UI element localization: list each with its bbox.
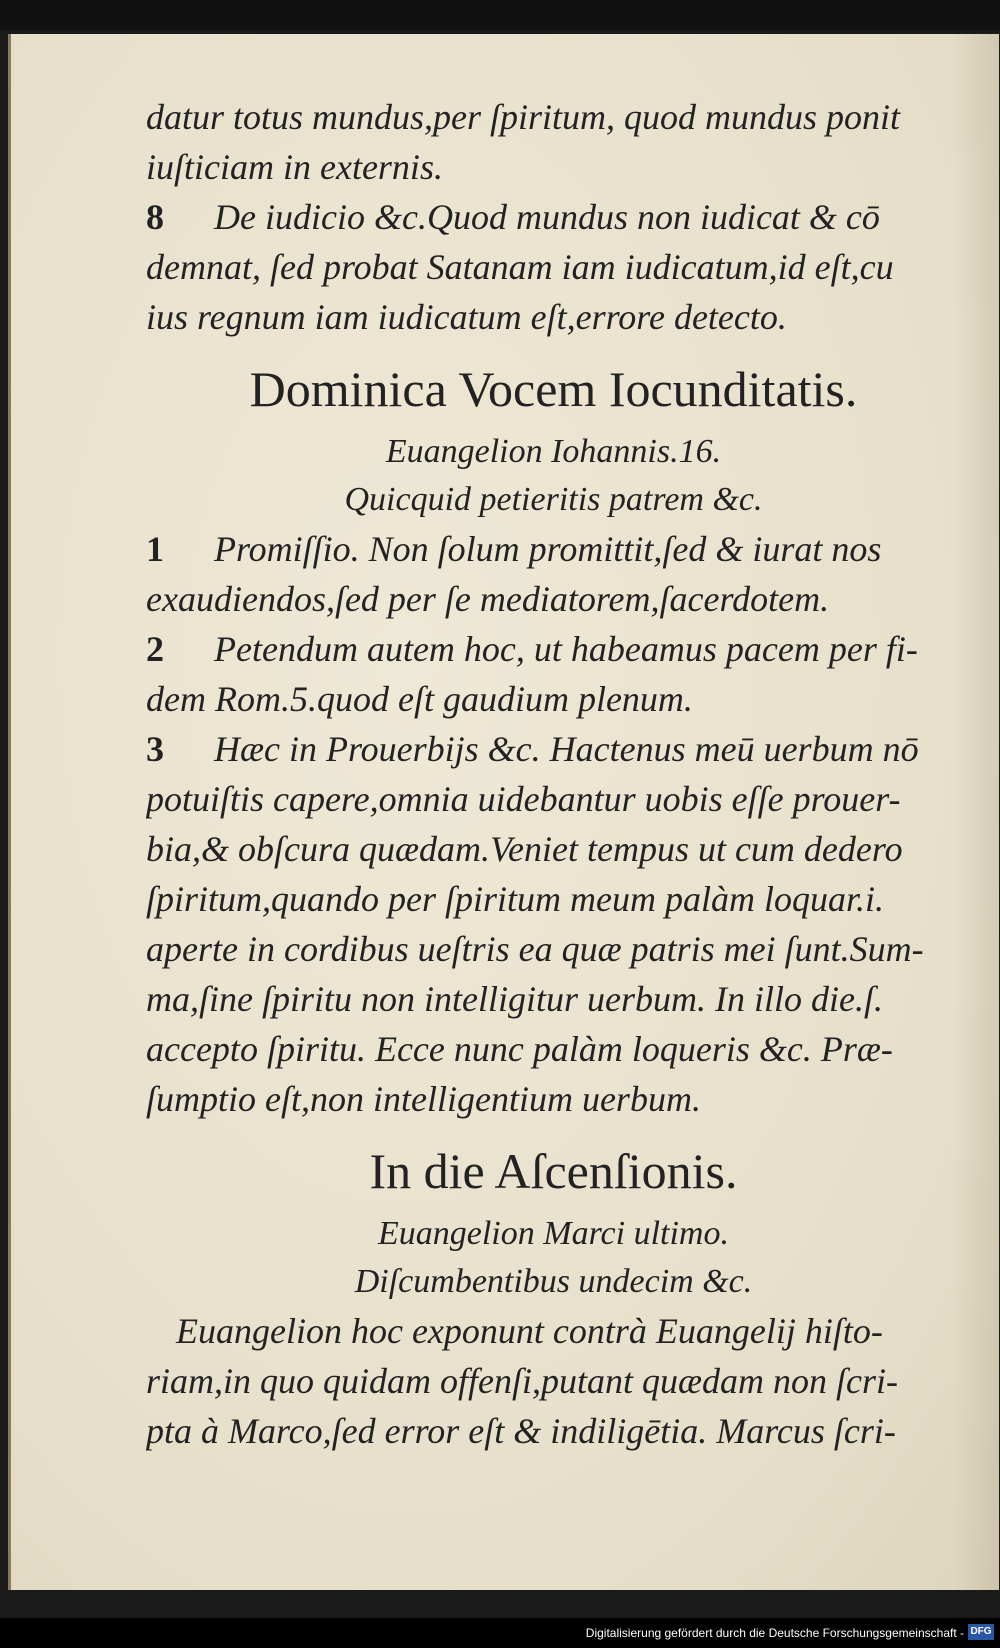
text-line: ius regnum iam iudicatum eſt,errore detecto. (146, 297, 787, 337)
text-line: ſpiritum,quando per ſpiritum meum palàm loquar.i. (146, 879, 885, 919)
text-line: Euangelion hoc exponunt contrà Euangelij hiſto- (176, 1311, 883, 1351)
paragraph-1-first-line (146, 524, 961, 574)
text-line: ſumptio eſt,non intelligentium uerbum. (146, 1079, 701, 1119)
text-line: ma,ſine ſpiritu non intelligitur uerbum. In illo die.ſ. (146, 979, 883, 1019)
gospel-reference: Euangelion Iohannis.16. (385, 433, 722, 470)
text-line: Petendum autem hoc, ut habeamus pacem per fi- (214, 629, 918, 669)
digitization-footer (0, 1618, 1000, 1648)
paragraph-3-first-line (146, 724, 961, 774)
section-heading: Dominica Vocem Iocunditatis. (249, 361, 858, 417)
gospel-reference: Euangelion Marci ultimo. (378, 1215, 729, 1252)
funding-notice: Digitalisierung gefördert durch die Deutsche Forschungsgemeinschaft - (585, 1626, 964, 1640)
scanner-top-border (0, 0, 1000, 30)
text-line: De iudicio &c.Quod mundus non iudicat & cō (214, 197, 880, 237)
text-line: aperte in cordibus ueſtris ea quæ patris mei ſunt.Sum- (146, 929, 924, 969)
paragraph-number: 3 (146, 729, 164, 769)
text-line: bia,& obſcura quædam.Veniet tempus ut cum dedero (146, 829, 903, 869)
text-line: Promiſſio. Non ſolum promittit,ſed & iurat nos (214, 529, 882, 569)
gospel-incipit: Quicquid petieritis patrem &c. (344, 481, 763, 518)
text-line: datur totus mundus,per ſpiritum, quod mundus ponit (146, 97, 901, 137)
paragraph-2-first-line (146, 624, 961, 674)
text-line: iuſticiam in externis. (146, 147, 443, 187)
paragraph-number: 1 (146, 529, 164, 569)
paragraph-number: 2 (146, 629, 164, 669)
text-line: dem Rom.5.quod eſt gaudium plenum. (146, 679, 693, 719)
paragraph-8-first-line (146, 192, 961, 242)
book-page (8, 34, 999, 1590)
text-line: potuiſtis capere,omnia uidebantur uobis eſſe prouer- (146, 779, 901, 819)
text-line: Hæc in Prouerbijs &c. Hactenus meū uerbum nō (214, 729, 919, 769)
text-line: accepto ſpiritu. Ecce nunc palàm loqueris &c. Præ- (146, 1029, 893, 1069)
dfg-logo: DFG (968, 1624, 994, 1640)
page-text (146, 92, 961, 1456)
text-line: riam,in quo quidam offenſi,putant quædam non ſcri- (146, 1361, 898, 1401)
paragraph-number: 8 (146, 197, 164, 237)
text-line: demnat, ſed probat Satanam iam iudicatum,id eſt,cu (146, 247, 894, 287)
section-heading: In die Aſcenſionis. (369, 1143, 738, 1199)
text-line: exaudiendos,ſed per ſe mediatorem,ſacerdotem. (146, 579, 830, 619)
gospel-incipit: Diſcumbentibus undecim &c. (354, 1263, 753, 1300)
text-line: pta à Marco,ſed error eſt & indiligētia. Marcus ſcri- (146, 1411, 896, 1451)
